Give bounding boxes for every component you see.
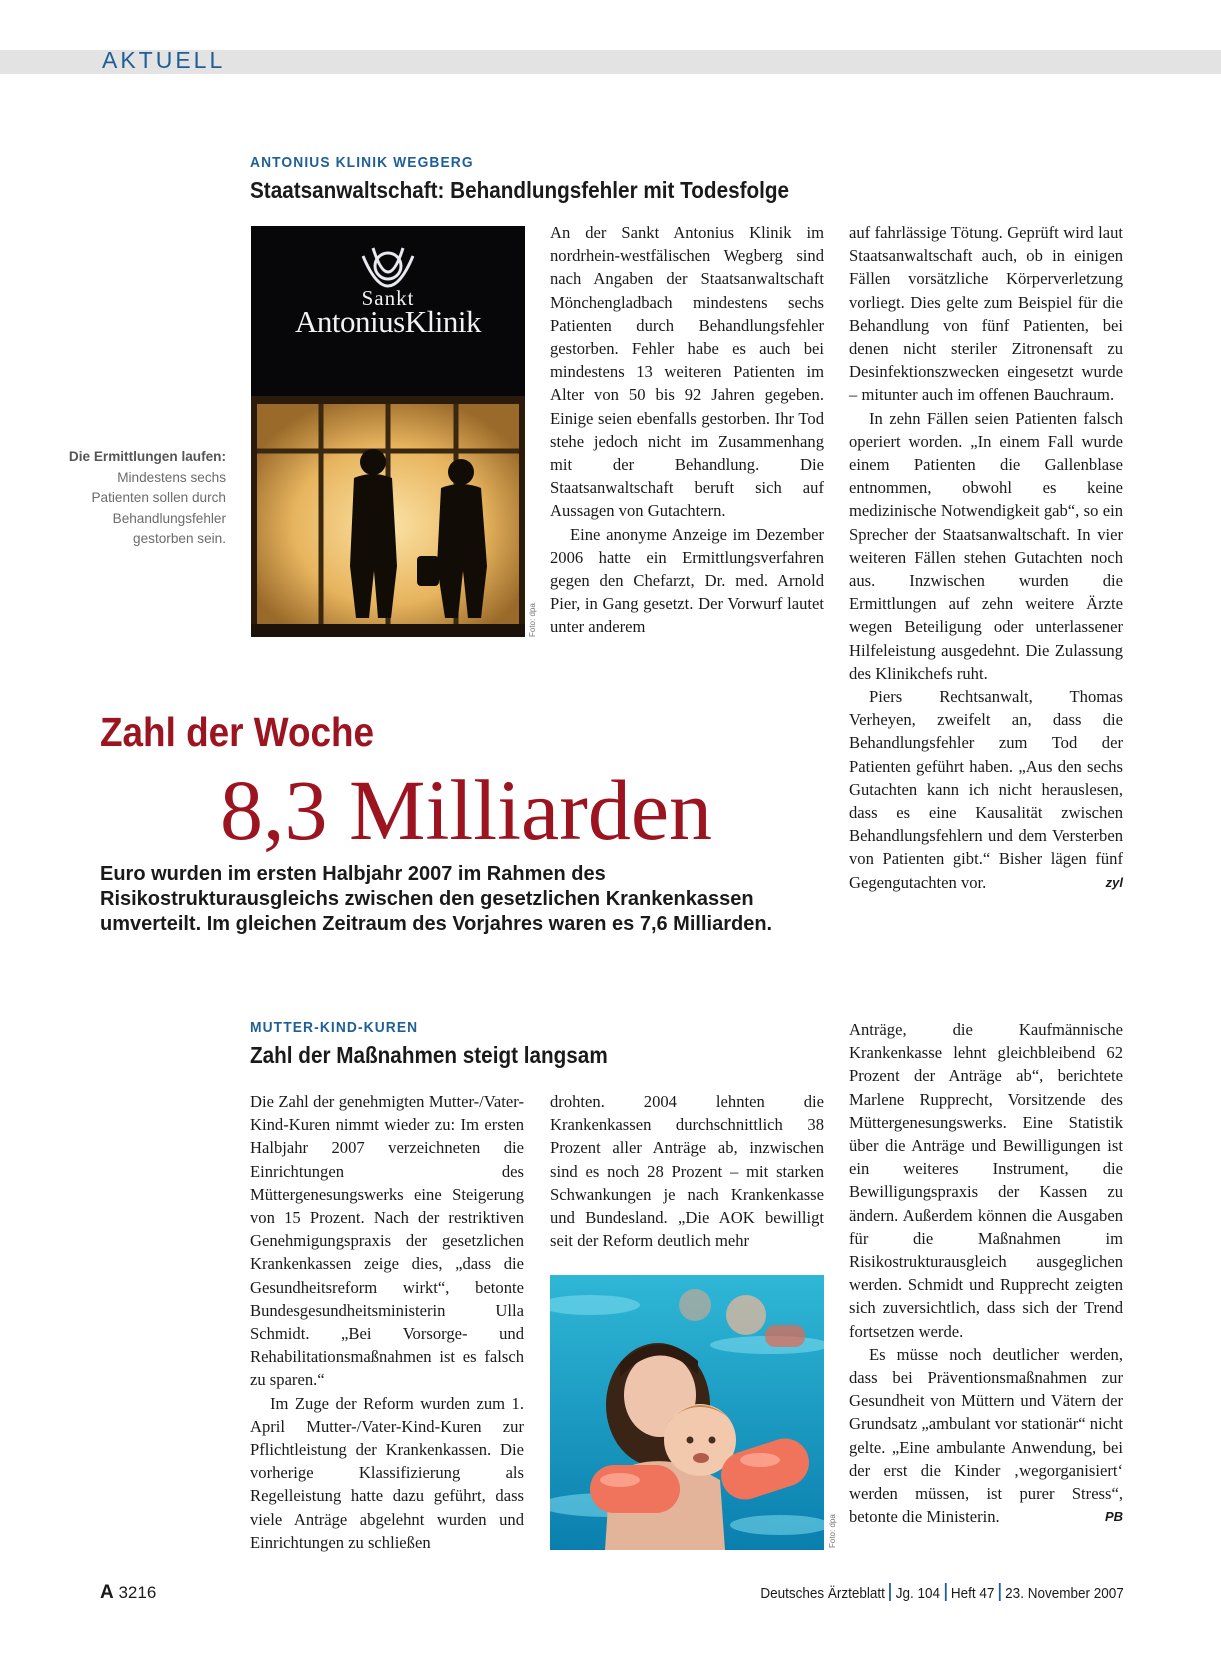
photo-sign-main: AntoniusKlinik	[295, 304, 481, 339]
article1-photo	[251, 226, 525, 637]
paragraph-text: Es müsse noch deutlicher werden, dass bei Präventionsmaßnahmen zur Gesundheit von Müttern und Vätern der Grundsatz „ambulant vor stationär“ nicht gelte. „Eine ambulante Anwendung, bei der erst die Kinder ‚wegorganisiert‘ werden müssen, ist purer Stress“, betonte die Ministerin.	[849, 1344, 1123, 1527]
separator	[890, 1583, 892, 1601]
paragraph	[849, 1343, 1123, 1529]
article2-kicker: MUTTER-KIND-KUREN	[250, 1019, 419, 1036]
article1-column2	[849, 221, 1123, 894]
journal-info	[761, 1583, 1124, 1602]
paragraph: Eine anonyme Anzeige im Dezember 2006 hatte ein Ermittlungsverfahren gegen den Chefarzt, Dr. med. Arnold Pier, in Gang gesetzt. Der Vorwurf lautet unter anderem	[550, 524, 824, 637]
journal-date: 23. November 2007	[1005, 1585, 1124, 1602]
zahl-der-woche-title: Zahl der Woche	[100, 709, 375, 755]
article1-photo-credit: Foto: dpa	[528, 603, 537, 637]
mother-child-pool-image	[550, 1275, 824, 1550]
page-prefix: A	[100, 1582, 114, 1603]
paragraph: In zehn Fällen seien Patienten falsch operiert worden. „In einem Fall wurde einem Patienten die Gallenblase entnommen, obwohl es keine medizinische Notwendigkeit gab“, so ein Sprecher der Staatsanwaltschaft. In vier weiteren Fällen stehen Gutachten noch aus. Inzwischen wurden die Ermittlungen auf zehn weitere Ärzte wegen Beteiligung oder unterlassener Hilfeleistung ausgedehnt. Die Zulassung des Klinikchefs ruht.	[849, 408, 1123, 683]
page-number-value: 3216	[118, 1583, 157, 1602]
caption-bold: Die Ermittlungen laufen:	[68, 449, 226, 464]
paragraph: Die Zahl der genehmigten Mutter-/Vater-Kind-Kuren nimmt wieder zu: Im ersten Halbjahr 2007 verzeichneten die Einrichtungen des Müttergenesungswerks eine Steigerung von 15 Prozent. Nach der restriktiven Genehmigungspraxis der gesetzlichen Krankenkassen zeige dies, „dass die Gesundheitsreform wirkt“, betonte Bundesgesundheitsministerin Ulla Schmidt. „Bei Vorsorge- und Rehabilitationsmaßnahmen ist es falsch zu sparen.“	[250, 1092, 524, 1390]
article2-photo	[550, 1275, 824, 1550]
article2-column1	[250, 1090, 524, 1554]
photo-sign-top: Sankt	[361, 286, 415, 310]
paragraph: An der Sankt Antonius Klinik im nordrhein-westfälischen Wegberg sind nach Angaben der Staatsanwaltschaft Mönchengladbach mindestens sechs Patienten durch Behandlungsfehler gestorben. Fehler habe es auch bei mindestens 13 weiteren Patienten im Alter von 50 bis 92 Jahren gegeben. Einige seien ebenfalls gestorben. Ihr Tod stehe jedoch nicht im Zusammenhang mit der Behandlung. Die Staatsanwaltschaft beruft sich auf Aussagen von Gutachtern.	[550, 223, 824, 521]
zahl-der-woche-number: 8,3 Milliarden	[220, 762, 713, 858]
paragraph: drohten. 2004 lehnten die Krankenkassen durchschnittlich 38 Prozent aller Anträge ab, inzwischen sind es noch 28 Prozent – mit starken Schwankungen je nach Krankenkasse und Bundesland. „Die AOK bewilligt seit der Reform deutlich mehr	[550, 1092, 824, 1251]
separator	[999, 1583, 1001, 1601]
article1-column1	[550, 221, 824, 639]
article2-headline: Zahl der Maßnahmen steigt langsam	[250, 1042, 608, 1068]
paragraph: Anträge, die Kaufmännische Krankenkasse lehnt gleichbleibend 62 Prozent der Anträge ab“, berichtete Marlene Rupprecht, Vorsitzende des Müttergenesungswerks. Eine Statistik über die Anträge und Bewilligungen ist ein weiteres Instrument, die Bewilligungspraxis der Kassen zu ändern. Außerdem können die Ausgaben für die Maßnahmen im Risikostrukturausgleich ausgeglichen werden. Schmidt und Rupprecht zeigten sich zuversichtlich, dass sich der Trend fortsetzen werde.	[849, 1020, 1123, 1341]
article2-column3	[849, 1018, 1123, 1528]
article1-kicker: ANTONIUS KLINIK WEGBERG	[250, 154, 474, 171]
article1-photo-caption	[60, 447, 226, 550]
caption-text: Mindestens sechs Patienten sollen durch Behandlungsfehler gestorben sein.	[91, 469, 226, 546]
paragraph: auf fahrlässige Tötung. Geprüft wird laut Staatsanwaltschaft auch, ob in einigen Fällen vorsätzliche Körperverletzung vorliegt. Dies gelte zum Beispiel für die Behandlung von fünf Patienten, bei denen nicht steriler Zitronensaft zu Desinfektionszwecken eingesetzt wurde – mitunter auch im offenen Bauchraum.	[849, 223, 1123, 405]
section-label: AKTUELL	[102, 47, 226, 73]
paragraph-text: Piers Rechtsanwalt, Thomas Verheyen, zweifelt an, dass die Behandlungsfehler zum Tod der Patienten geführt haben. „Aus den sechs Gutachten kann ich nicht herauslesen, dass es eine Kausalität zwischen Behandlungsfehlern und dem Versterben von Patienten gibt.“ Bisher lägen fünf Gegengutachten vor.	[849, 687, 1123, 892]
article2-signature: PB	[1104, 1509, 1123, 1525]
journal-name: Deutsches Ärzteblatt	[760, 1585, 886, 1602]
paragraph	[849, 685, 1123, 894]
journal-volume: Jg. 104	[895, 1585, 941, 1602]
zahl-der-woche-text: Euro wurden im ersten Halbjahr 2007 im Rahmen des Risikostrukturausgleichs zwischen den gesetzlichen Krankenkassen umverteilt. Im gleichen Zeitraum des Vorjahres waren es 7,6 Milliarden.	[100, 863, 773, 935]
journal-issue: Heft 47	[951, 1585, 995, 1602]
article1-signature: zyl	[1105, 874, 1123, 890]
article1-headline: Staatsanwaltschaft: Behandlungsfehler mit Todesfolge	[250, 177, 790, 203]
article2-photo-credit: Foto: dpa	[828, 1514, 837, 1548]
separator	[945, 1583, 947, 1601]
page-number	[100, 1582, 156, 1604]
article2-column2	[550, 1090, 824, 1252]
paragraph: Im Zuge der Reform wurden zum 1. April Mutter-/Vater-Kind-Kuren zur Pflichtleistung der Krankenkassen. Die vorherige Klassifizierung als Regelleistung hatte dazu geführt, dass viele Anträge abgelehnt wurden und Einrichtungen zu schließen	[250, 1393, 524, 1552]
